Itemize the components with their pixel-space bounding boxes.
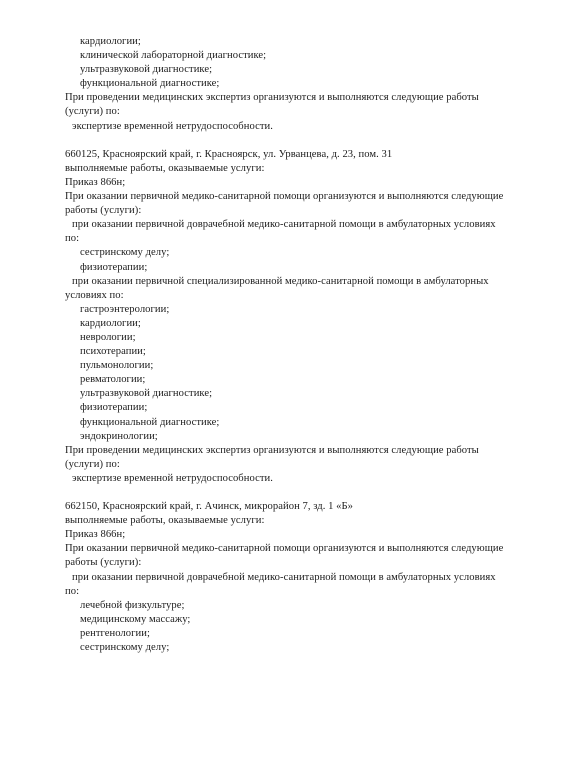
document-line: условиях по: — [65, 289, 124, 301]
document-line: медицинскому массажу; — [80, 613, 191, 625]
document-line: при оказании первичной доврачебной медико-санитарной помощи в амбулаторных условиях — [72, 571, 496, 583]
document-line: ультразвуковой диагностике; — [80, 64, 213, 76]
document-line: по: — [65, 585, 80, 597]
document-line: При проведении медицинских экспертиз организуются и выполняются следующие работы — [65, 92, 479, 104]
document-line: кардиологии; — [80, 36, 141, 47]
paragraph-gap — [0, 134, 577, 148]
document-line: При оказании первичной медико-санитарной помощи организуются и выполняются следующие — [65, 543, 504, 555]
document-line: ревматологии; — [80, 374, 146, 386]
document-line: сестринскому делу; — [80, 642, 170, 654]
document-block — [0, 500, 577, 655]
document-line: клинической лабораторной диагностике; — [80, 50, 267, 62]
document-line: При оказании первичной медико-санитарной помощи организуются и выполняются следующие — [65, 191, 504, 203]
document-line: Приказ 866н; — [65, 176, 126, 188]
document-line: работы (услуги): — [65, 557, 142, 569]
document-line: рентгенологии; — [80, 627, 150, 639]
document-block — [0, 35, 577, 134]
document-line: неврологии; — [80, 331, 136, 343]
document-line: психотерапии; — [80, 346, 146, 358]
document-line: 662150, Красноярский край, г. Ачинск, микрорайон 7, зд. 1 «Б» — [65, 501, 353, 513]
document-line: выполняемые работы, оказываемые услуги: — [65, 162, 265, 174]
document-line: эндокринологии; — [80, 430, 158, 442]
document-line: выполняемые работы, оказываемые услуги: — [65, 515, 265, 527]
document-line: функциональной диагностике; — [80, 78, 220, 90]
document-line: ультразвуковой диагностике; — [80, 388, 213, 400]
document-line: при оказании первичной доврачебной медико-санитарной помощи в амбулаторных условиях — [72, 219, 496, 231]
document-line: (услуги) по: — [65, 106, 120, 118]
document-line: физиотерапии; — [80, 261, 148, 273]
document-line: при оказании первичной специализированной медико-санитарной помощи в амбулаторных — [72, 275, 489, 287]
document-line: При проведении медицинских экспертиз организуются и выполняются следующие работы — [65, 444, 479, 456]
document-line: 660125, Красноярский край, г. Красноярск, ул. Урванцева, д. 23, пом. 31 — [65, 148, 393, 160]
paragraph-gap — [0, 486, 577, 500]
document-line: (услуги) по: — [65, 458, 120, 470]
document-page — [0, 35, 577, 655]
document-line: экспертизе временной нетрудоспособности. — [72, 120, 273, 132]
document-block — [0, 148, 577, 486]
document-line: лечебной физкультуре; — [80, 599, 185, 611]
document-line: функциональной диагностике; — [80, 416, 220, 428]
document-line: Приказ 866н; — [65, 529, 126, 541]
document-line: экспертизе временной нетрудоспособности. — [72, 472, 273, 484]
document-line: по: — [65, 233, 80, 245]
document-line: кардиологии; — [80, 317, 141, 329]
document-line: сестринскому делу; — [80, 247, 170, 259]
document-line: гастроэнтерологии; — [80, 303, 170, 315]
document-line: работы (услуги): — [65, 205, 142, 217]
document-line: пульмонологии; — [80, 360, 154, 372]
document-line: физиотерапии; — [80, 402, 148, 414]
